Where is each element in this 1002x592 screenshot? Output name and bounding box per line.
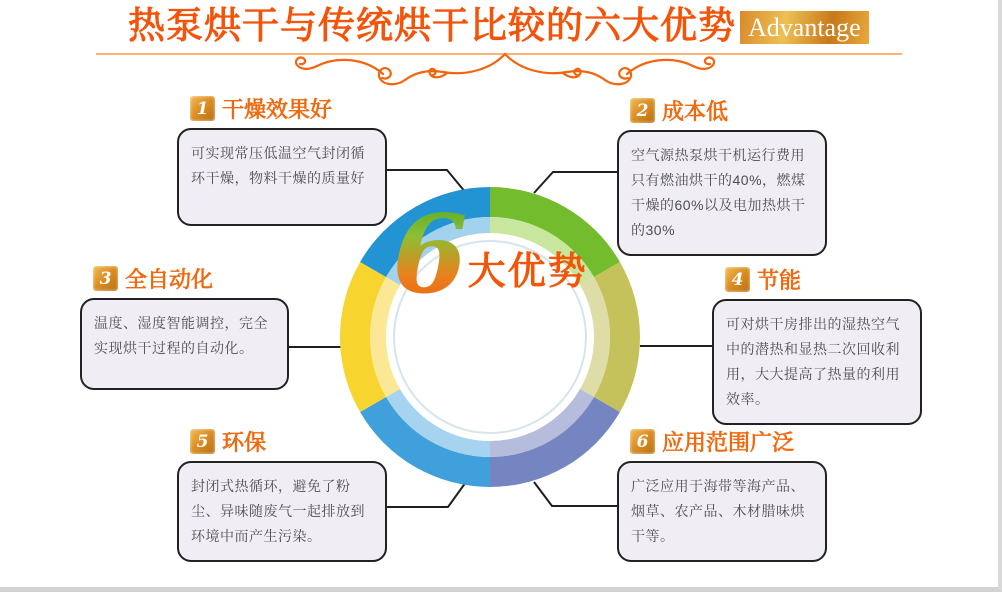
advantage-item-6 [617,428,827,562]
item-2-body: 空气源热泵烘干机运行费用只有燃油烘干的40%，燃煤干燥的60%以及电加热烘干的30% [631,147,806,238]
item-3-number-badge: 3 [93,266,118,291]
advantage-item-4 [712,266,922,425]
item-2-number-badge: 2 [630,98,655,123]
ring-inner-outline [394,241,586,433]
big-number-6: 6 [392,192,468,318]
item-5-title: 环保 [222,430,267,455]
item-3-heading [93,265,289,292]
item-5-description-box [177,461,387,562]
item-3-title: 全自动化 [125,267,214,292]
item-4-title: 节能 [757,268,802,293]
item-1-heading [190,95,387,122]
item-6-description-box [617,461,827,562]
item-4-body: 可对烘干房排出的湿热空气中的潜热和显热二次回收利用，大大提高了热量的利用效率。 [726,316,900,407]
item-1-title: 干燥效果好 [222,97,333,122]
item-5-number-badge: 5 [190,429,215,454]
item-1-body: 可实现常压低温空气封闭循环干燥，物料干燥的质量好 [191,145,365,186]
item-6-number-badge: 6 [630,429,655,454]
item-6-title: 应用范围广泛 [662,430,795,455]
advantage-item-3 [80,265,289,390]
item-2-heading [630,97,827,124]
item-5-body: 封闭式热循环，避免了粉尘、异味随废气一起排放到环境中而产生污染。 [191,478,365,544]
item-6-body: 广泛应用于海带等海产品、烟草、农产品、木材腊味烘干等。 [631,478,805,544]
advantage-item-1 [177,95,387,226]
item-2-title: 成本低 [662,99,729,124]
item-1-description-box [177,128,387,226]
center-label-text: 大优势 [467,251,588,293]
item-4-description-box [712,299,922,425]
page-title: 热泵烘干与传统烘干比较的六大优势 [128,6,736,47]
item-3-description-box [80,298,289,390]
item-2-description-box [617,130,827,256]
item-1-number-badge: 1 [190,96,215,121]
advantage-item-2 [617,97,827,256]
item-4-number-badge: 4 [725,267,750,292]
advantage-badge: Advantage [740,11,869,44]
item-6-heading [630,428,827,455]
advantage-item-5 [177,428,387,562]
item-5-heading [190,428,387,455]
item-4-heading [725,266,922,293]
item-3-body: 温度、湿度智能调控，完全实现烘干过程的自动化。 [94,315,268,356]
